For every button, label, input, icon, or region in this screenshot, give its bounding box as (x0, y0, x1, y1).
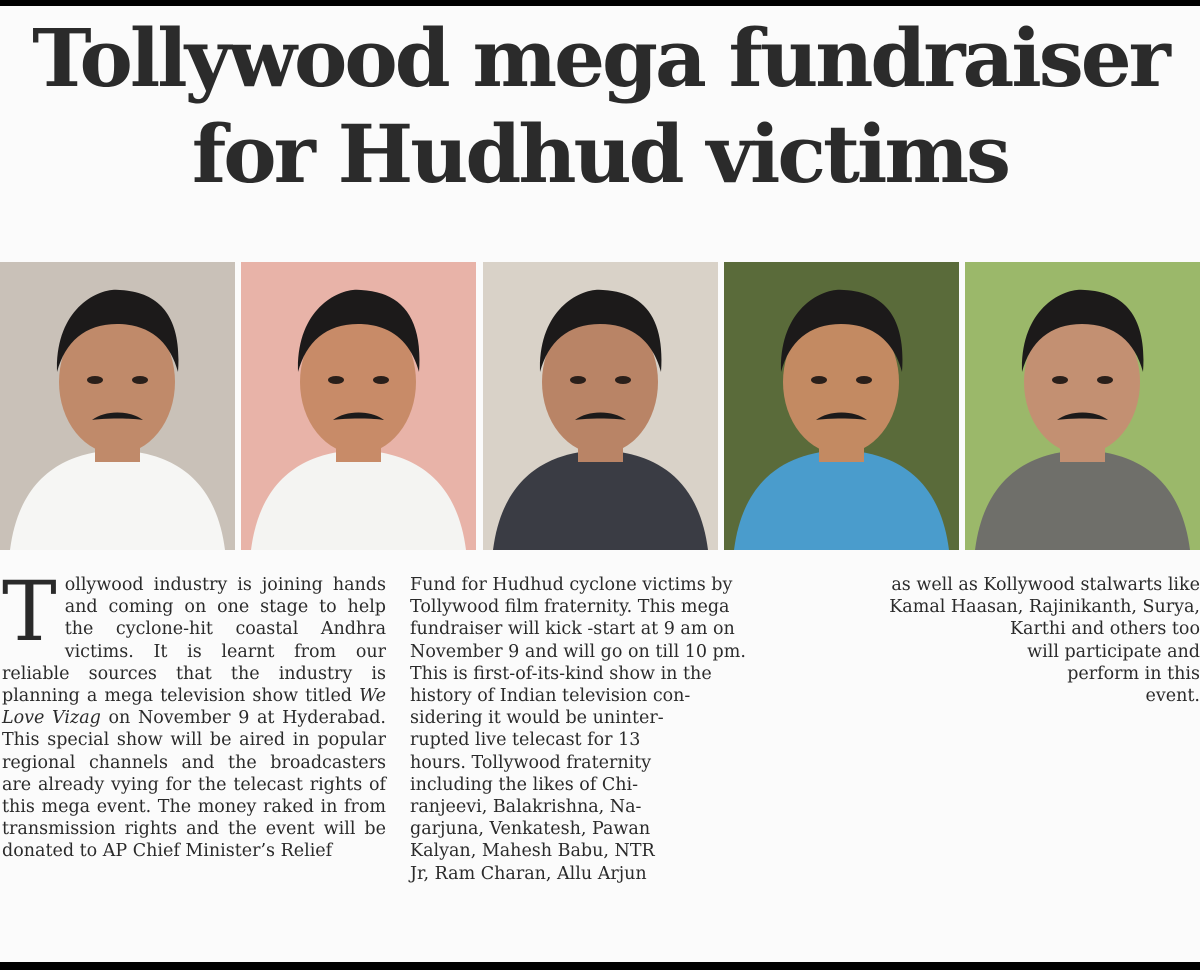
right-eye (615, 376, 631, 384)
portrait-photo-5 (965, 262, 1200, 550)
headline-line-1: Tollywood mega fundraiser (32, 11, 1168, 105)
article-col1-lead: ollywood industry is joining hands and coming on one stage to help the cyclone-hit coastal Andhra victims. It is learnt from our reliable sources that the industry is planning a mega television show titled (2, 575, 386, 707)
portrait-photo-4 (724, 262, 959, 550)
portrait-3-image (483, 262, 718, 550)
headline-line-2: for Hudhud victims (191, 107, 1009, 201)
article-column-2 (410, 574, 796, 885)
article-col3-text: as well as Kollywood stalwarts like Kamal Haasan, Rajinikanth, Surya, Karthi and others too will participate and perform in this event. (889, 575, 1200, 707)
headline (0, 10, 1200, 202)
left-eye (570, 376, 586, 384)
left-eye (87, 376, 103, 384)
right-eye (856, 376, 872, 384)
portrait-photo-1 (0, 262, 235, 550)
portrait-1-image (0, 262, 235, 550)
portrait-photo-2 (241, 262, 476, 550)
portrait-2-image (241, 262, 476, 550)
right-eye (1097, 376, 1113, 384)
portrait-photo-3 (483, 262, 718, 550)
article-column-1 (2, 565, 386, 863)
article-col2-text: Fund for Hudhud cyclone victims by Tollywood film fraternity. This mega fundraiser will kick -start at 9 am on November 9 and will go on till 10 pm. This is first-of-its-kind show in the history of Indian television con- sidering it would be uninter- rupted live telecast for 13 hours. Tollywood fraternity including the likes of Chi- ranjeevi, Balakrishna, Na- garjuna, Venkatesh, Pawan Kalyan, Mahesh Babu, NTR Jr, Ram Charan, Allu Arjun (410, 575, 746, 884)
left-eye (811, 376, 827, 384)
show-title: We Love Vizag (2, 686, 386, 729)
article-column-3 (806, 574, 1200, 707)
portrait-4-image (724, 262, 959, 550)
right-eye (132, 376, 148, 384)
left-eye (328, 376, 344, 384)
newspaper-clipping (0, 6, 1200, 962)
article-body (0, 565, 1200, 954)
photo-strip (0, 262, 1200, 550)
portrait-5-image (965, 262, 1200, 550)
left-eye (1052, 376, 1068, 384)
drop-cap: T (2, 565, 57, 660)
right-eye (373, 376, 389, 384)
article-col1-rest: on November 9 at Hyderabad. This special show will be aired in popular regional channels and the broadcasters are already vying for the telecast rights of this mega event. The money raked in from transmission rights and the event will be donated to AP Chief Minister’s Relief (2, 708, 386, 862)
